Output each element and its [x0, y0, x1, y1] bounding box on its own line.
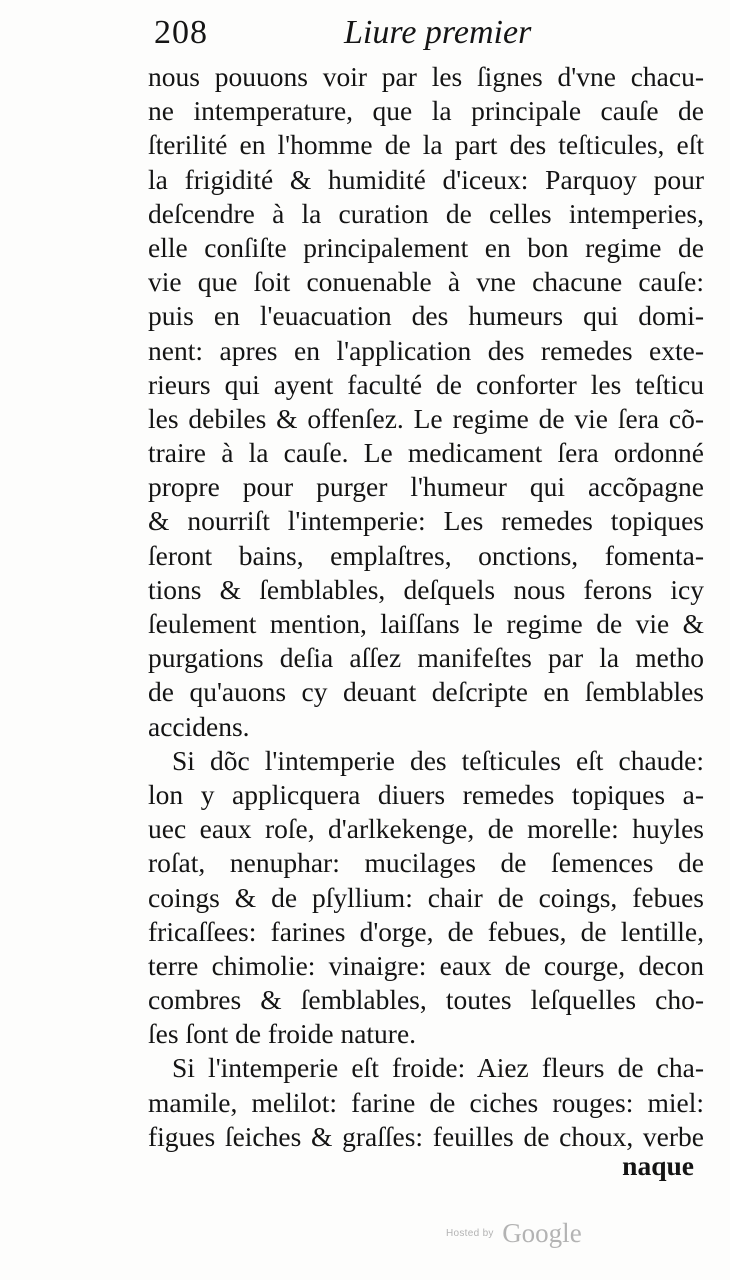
text-line: Si dõc l'intemperie des teſticules eſt chaude: — [172, 744, 704, 776]
text-line: vie que ſoit conuenable à vne chacune cauſe: — [148, 266, 704, 298]
text-line: coings & de pſyllium: chair de coings, febues — [148, 881, 704, 913]
text-line: terre chimolie: vinaigre: eaux de courge, decon — [148, 949, 704, 981]
page-number: 208 — [154, 14, 208, 51]
text-line: les debiles & offenſez. Le regime de vie ſera cõ- — [148, 402, 704, 434]
catchword: naque — [622, 1150, 694, 1181]
text-line: ſeulement mention, laiſſans le regime de vie & — [148, 608, 704, 639]
watermark-prefix: Hosted by — [446, 1228, 494, 1239]
text-line: propre pour purger l'humeur qui accõpagne — [148, 471, 704, 503]
text-line: tions & ſemblables, deſquels nous ferons icy — [148, 573, 704, 605]
text-line: & nourriſt l'intemperie: Les remedes topiques — [148, 505, 704, 537]
running-title: Liure premier — [344, 14, 532, 51]
text-line: ne intemperature, que la principale cauſe de — [148, 95, 704, 127]
text-line: fricaſſees: farines d'orge, de febues, de lentille, — [148, 915, 704, 947]
text-line: figues ſeiches & graſſes: feuilles de choux, verbe — [148, 1120, 704, 1152]
text-line: nous pouuons voir par les ſignes d'vne chacu- — [148, 61, 704, 92]
text-line: mamile, melilot: farine de ciches rouges: miel: — [148, 1086, 704, 1118]
text-line: elle conſiſte principalement en bon regime de — [148, 231, 704, 263]
text-line: traire à la cauſe. Le medicament ſera ordonné — [148, 437, 704, 469]
text-line: Si l'intemperie eſt froide: Aiez fleurs de cha- — [172, 1052, 704, 1084]
text-line: puis en l'euacuation des humeurs qui domi- — [148, 300, 704, 332]
text-line: ſes ſont de froide nature. — [148, 1018, 417, 1050]
text-line: roſat, nenuphar: mucilages de ſemences de — [148, 847, 704, 879]
text-line: deſcendre à la curation de celles intemperies, — [148, 197, 704, 229]
text-line: nent: apres en l'application des remedes exte- — [148, 334, 704, 366]
text-line: lon y applicquera diuers remedes topiques a- — [148, 778, 704, 810]
hosted-by-google-watermark — [446, 1218, 582, 1249]
body-text — [148, 60, 704, 1154]
text-line: uec eaux roſe, d'arlkekenge, de morelle: huyles — [148, 813, 704, 845]
text-line: ſterilité en l'homme de la part des teſticules, eſt — [148, 129, 704, 161]
text-line: combres & ſemblables, toutes leſquelles cho- — [148, 984, 704, 1016]
text-line: purgations deſia aſſez manifeſtes par la metho — [148, 642, 704, 674]
text-line: rieurs qui ayent faculté de conforter les teſticu — [148, 368, 704, 400]
page-header — [148, 14, 568, 62]
text-line: la frigidité & humidité d'iceux: Parquoy pour — [148, 163, 704, 195]
text-line: ſeront bains, emplaſtres, onctions, fomenta- — [148, 539, 704, 571]
text-line: de qu'auons cy deuant deſcripte en ſemblables — [148, 676, 704, 708]
google-logo: Google — [502, 1218, 582, 1248]
text-line: accidens. — [148, 710, 250, 742]
